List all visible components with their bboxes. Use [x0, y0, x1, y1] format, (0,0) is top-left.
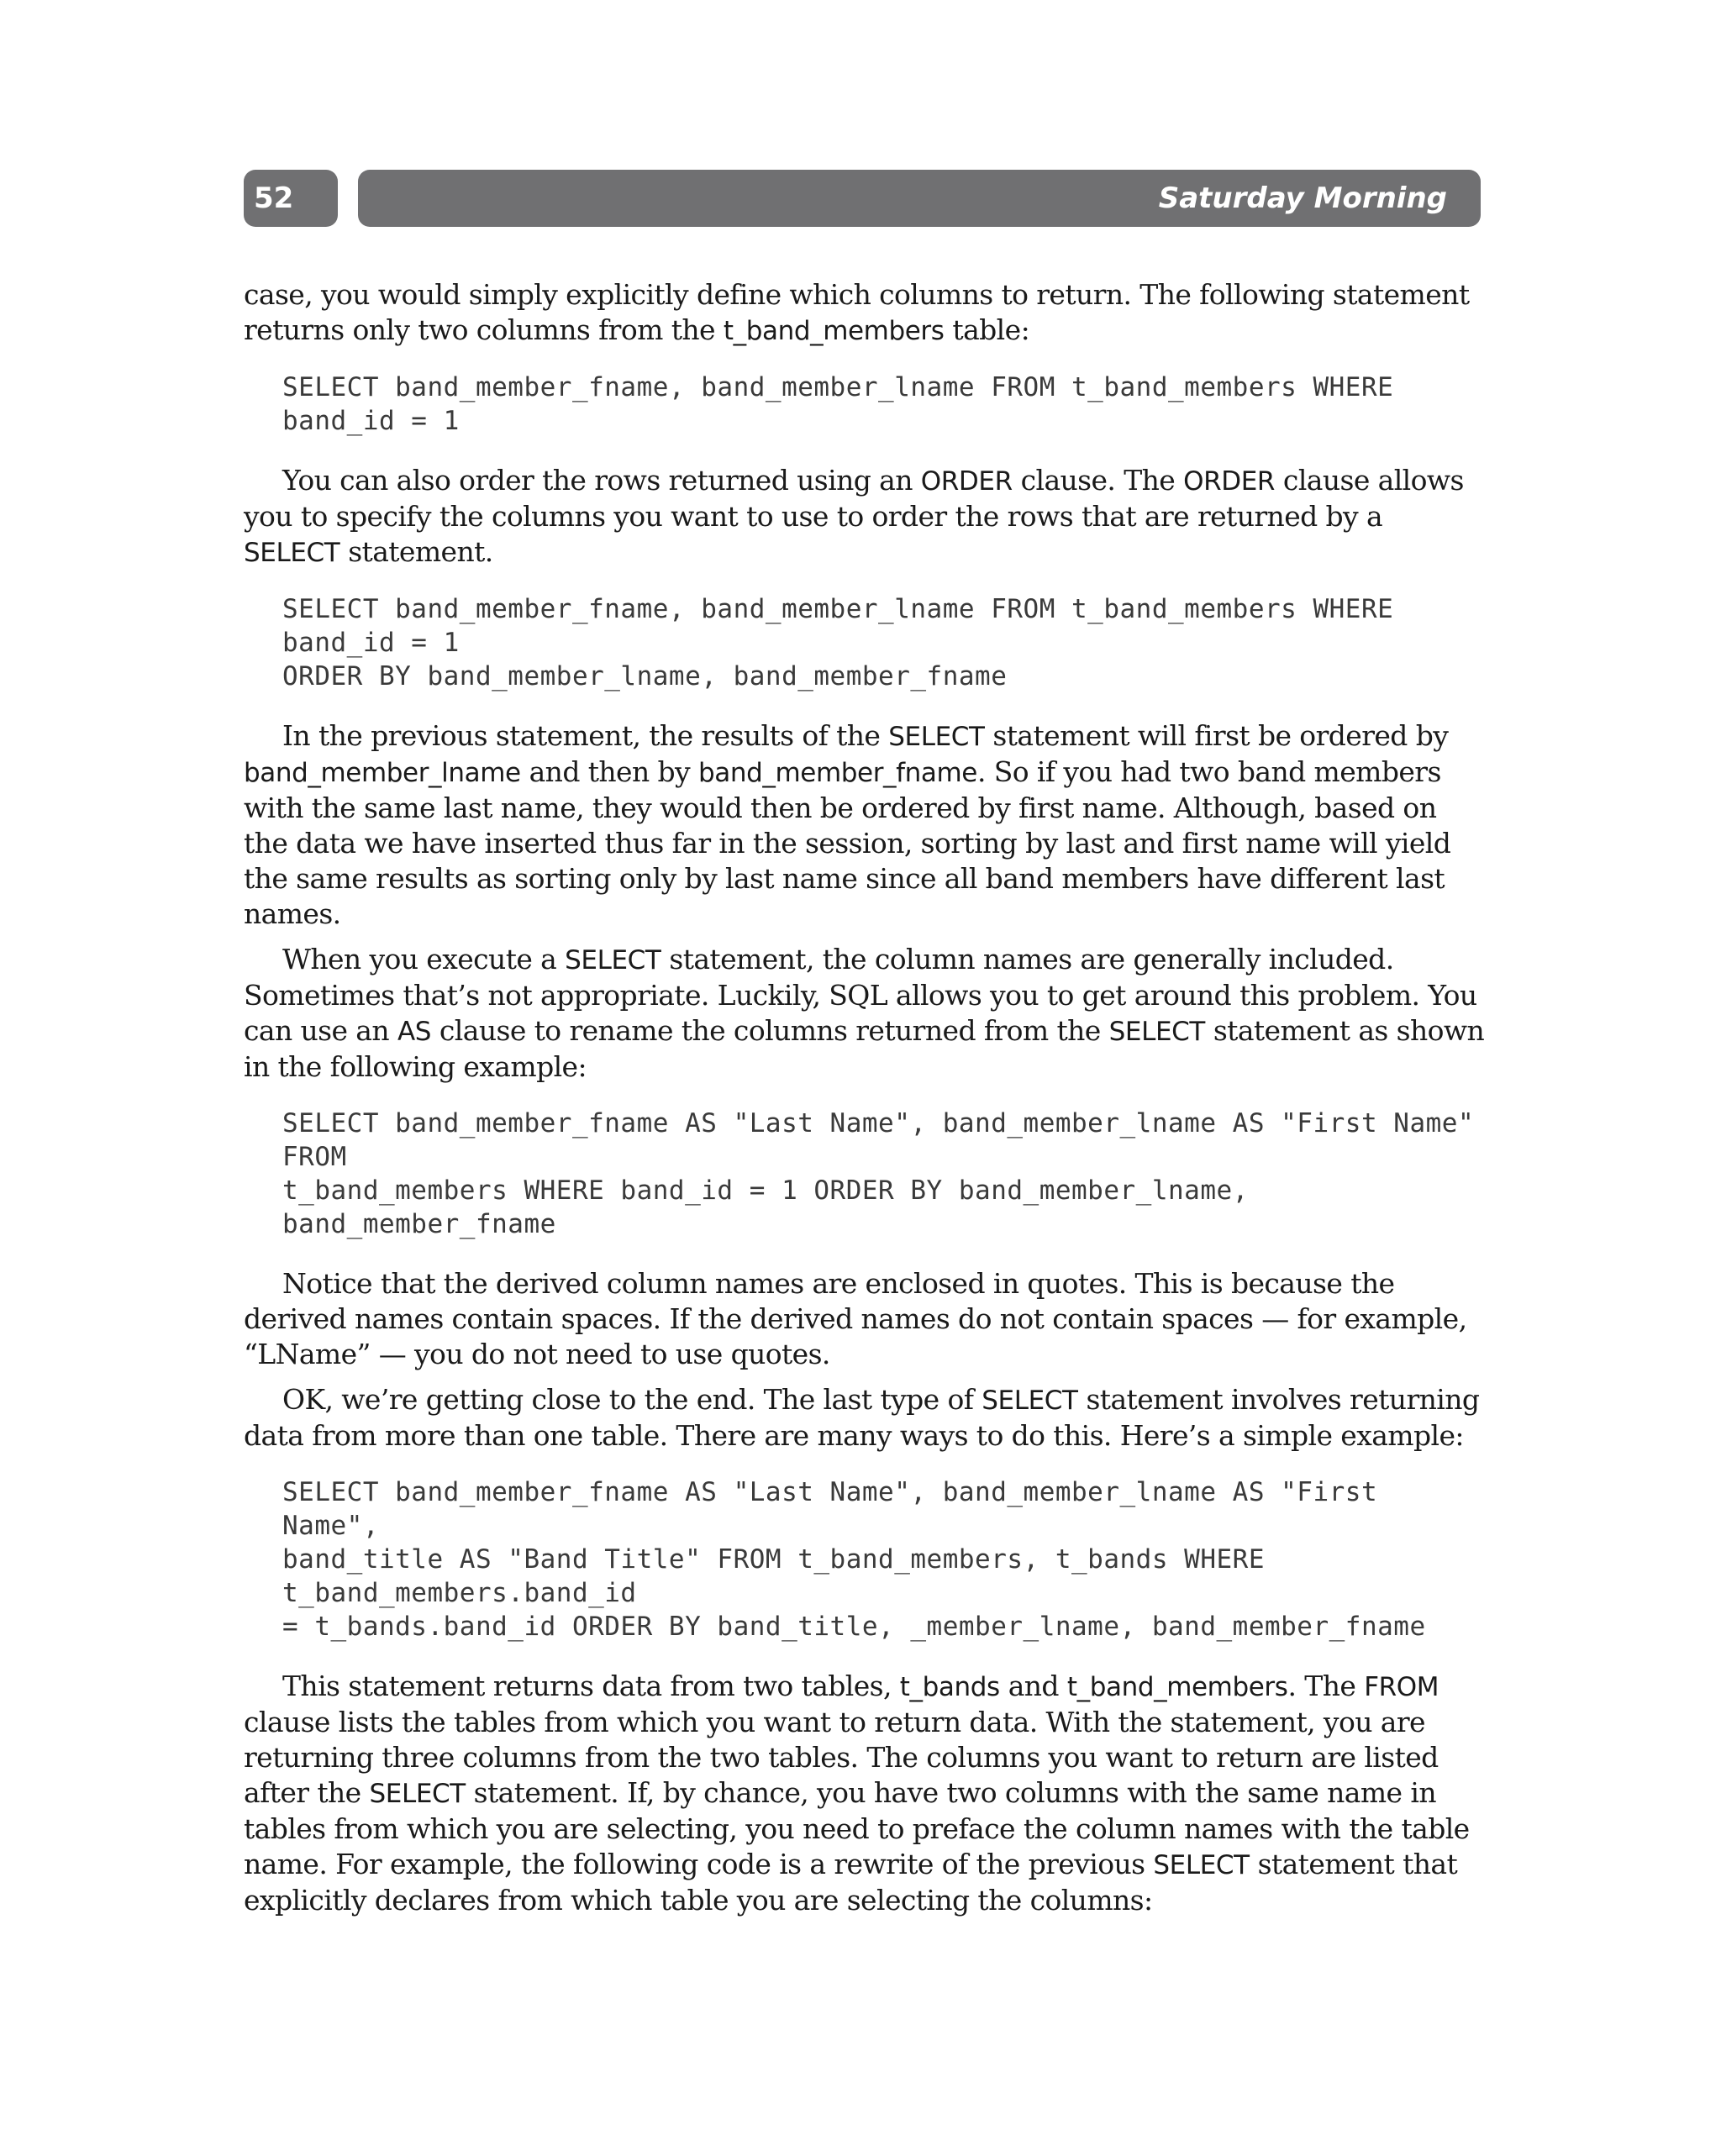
text: statement involves returning data from more than one table. There are many ways to do this. Here’s a simple example:	[244, 1383, 1480, 1452]
text: statement, the column names are generally included. Sometimes that’s not appropriate. Luckily, SQL allows you to get around this problem. You can use an	[244, 943, 1477, 1047]
text: clause allows you to specify the columns you want to use to order the rows that are returned by a	[244, 464, 1464, 533]
text: Notice that the derived column names are enclosed in quotes. This is because the derived names contain spaces. If the derived names do not contain spaces — for example, “LName” — you do not need to use quotes.	[244, 1267, 1467, 1370]
paragraph-7	[244, 1669, 1486, 1918]
text: case, you would simply explicitly define which columns to return. The following statement returns only two columns from the	[244, 278, 1470, 346]
paragraph-5	[244, 1266, 1486, 1372]
inline-code: t_bands	[899, 1672, 1000, 1702]
page-body	[244, 277, 1486, 1918]
code-block-4: SELECT band_member_fname AS "Last Name", band_member_lname AS "First Name", band_title AS "Band Title" FROM t_band_members, t_bands WHERE t_band_members.band_id = t_bands.band_id ORDER BY band_title, _member_lname, band_member_fname	[282, 1477, 1426, 1642]
text: statement will first be ordered by	[984, 719, 1449, 752]
inline-code: ORDER	[1183, 466, 1276, 497]
inline-code: AS	[397, 1017, 432, 1047]
code-block-1: SELECT band_member_fname, band_member_lname FROM t_band_members WHERE band_id = 1	[282, 372, 1394, 436]
paragraph-4	[244, 942, 1486, 1085]
code-block-3: SELECT band_member_fname AS "Last Name", band_member_lname AS "First Name" FROM t_band_members WHERE band_id = 1 ORDER BY band_member_lname, band_member_fname	[282, 1108, 1475, 1239]
text: In the previous statement, the results of the	[282, 719, 889, 752]
page-header	[244, 170, 1481, 227]
text: clause lists the tables from which you want to return data. With the statement, you are returning three columns from the two tables. The columns you want to return are listed after the	[244, 1706, 1439, 1809]
inline-code: SELECT	[369, 1779, 466, 1809]
paragraph-2	[244, 463, 1486, 571]
text: clause to rename the columns returned from the	[431, 1014, 1109, 1047]
code-block-2: SELECT band_member_fname, band_member_lname FROM t_band_members WHERE band_id = 1 ORDER BY band_member_lname, band_member_fname	[282, 594, 1394, 691]
text: statement. If, by chance, you have two columns with the same name in tables from which you are selecting, you need to preface the column names with the table name. For example, the following code is a rewrite of the previous	[244, 1776, 1470, 1880]
text: . The	[1287, 1670, 1365, 1702]
inline-code: SELECT	[244, 538, 340, 568]
inline-code: t_band_members	[1066, 1672, 1288, 1702]
text: OK, we’re getting close to the end. The last type of	[282, 1383, 982, 1416]
inline-code: band_member_lname	[244, 758, 521, 788]
paragraph-1	[244, 277, 1486, 349]
text: statement that explicitly declares from which table you are selecting the columns:	[244, 1848, 1458, 1917]
text: statement as shown in the following example:	[244, 1014, 1485, 1083]
inline-code: SELECT	[982, 1386, 1078, 1416]
text: When you execute a	[282, 943, 566, 975]
page-number: 52	[244, 170, 338, 227]
inline-code: ORDER	[920, 466, 1013, 497]
inline-code: band_member_fname	[697, 758, 977, 788]
inline-code: SELECT	[888, 722, 985, 752]
text: and	[999, 1670, 1067, 1702]
text: clause. The	[1012, 464, 1184, 497]
paragraph-3	[244, 718, 1486, 932]
text: table:	[944, 313, 1030, 346]
text: . So if you had two band members with the same last name, they would then be ordered by first name. Although, based on the data we have inserted thus far in the session, sorting by last and first name will yield the same results as sorting only by last name since all band members have different last names.	[244, 755, 1451, 930]
inline-code: SELECT	[565, 945, 661, 975]
text: and then by	[520, 755, 698, 788]
inline-code: SELECT	[1108, 1017, 1205, 1047]
inline-code: FROM	[1364, 1672, 1439, 1702]
text: This statement returns data from two tables,	[282, 1670, 900, 1702]
inline-code: t_band_members	[723, 316, 945, 346]
text: statement.	[339, 535, 493, 568]
text: You can also order the rows returned using an	[282, 464, 921, 497]
inline-code: SELECT	[1153, 1850, 1250, 1880]
running-head: Saturday Morning	[358, 170, 1481, 227]
paragraph-6	[244, 1382, 1486, 1454]
